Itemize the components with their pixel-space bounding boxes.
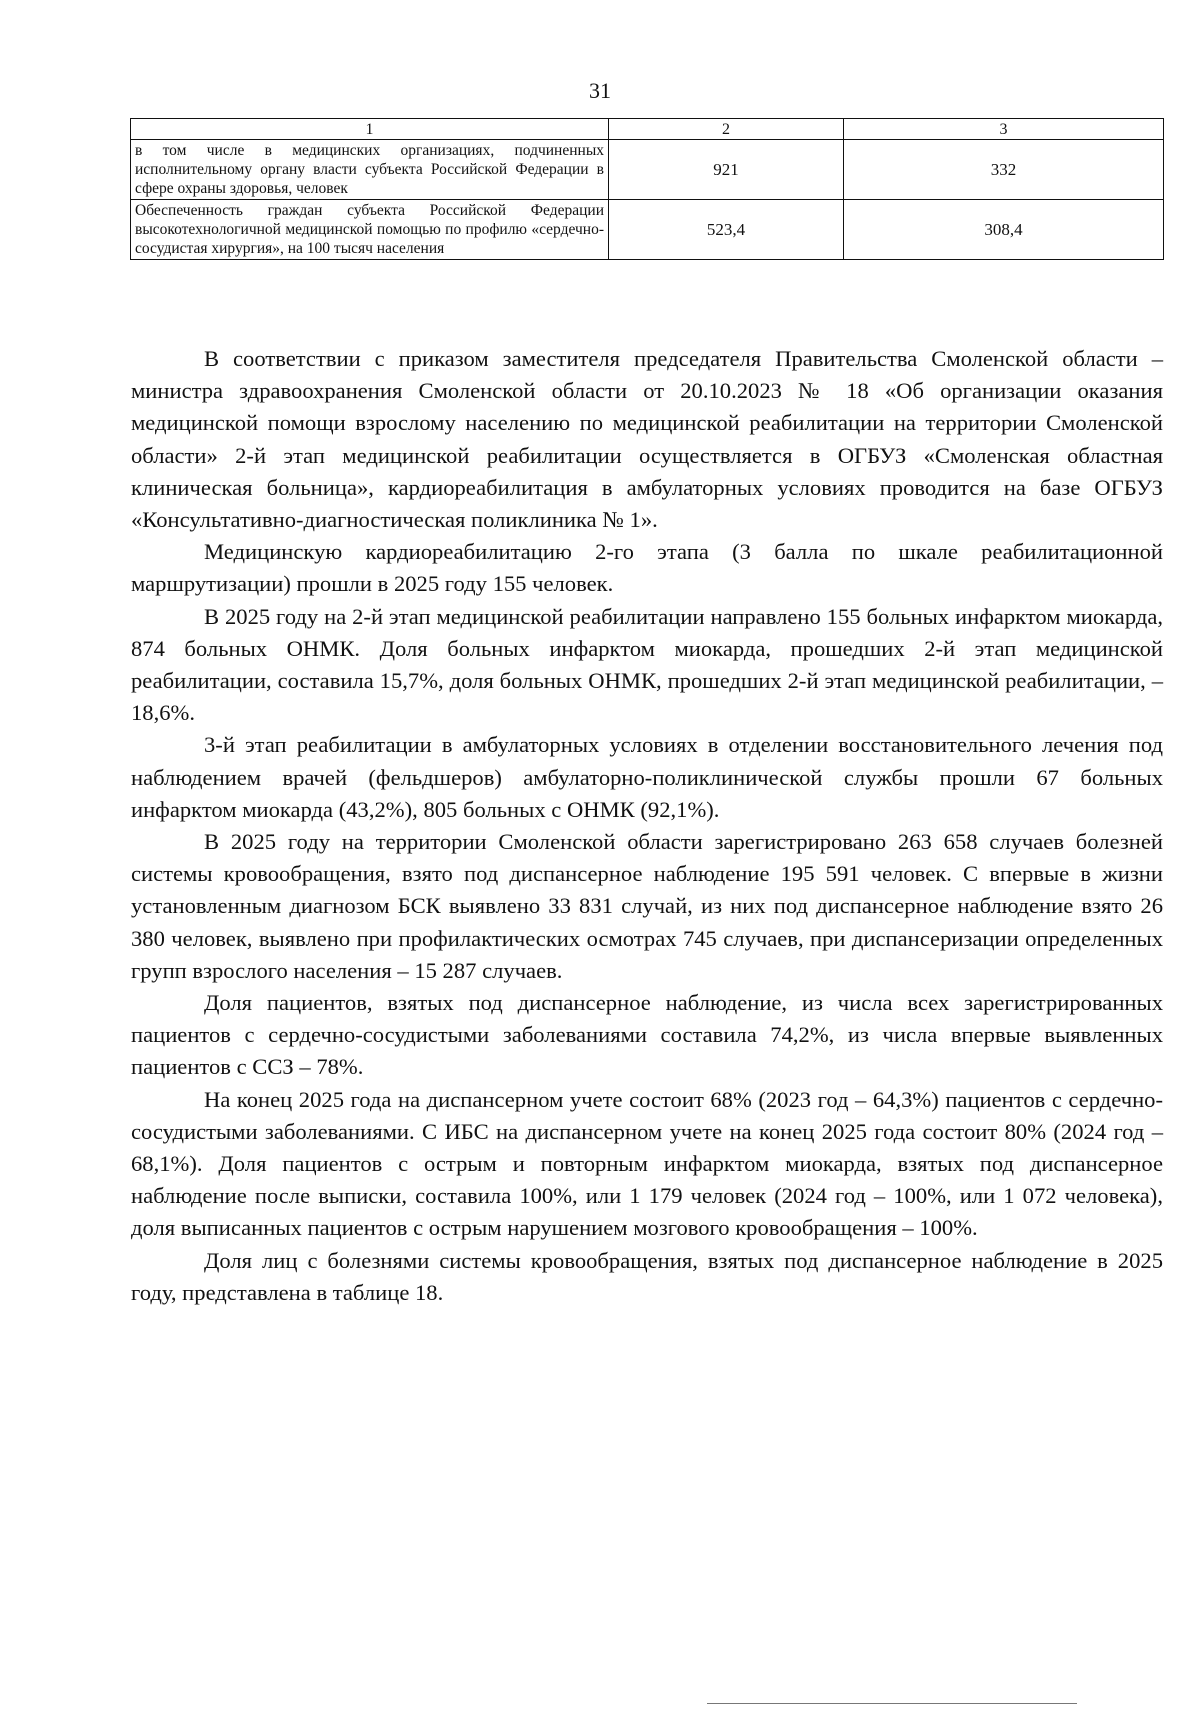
paragraph-stage-2-referrals: В 2025 году на 2-й этап медицинской реабилитации направлено 155 больных инфарктом миокарда, 874 больных ОНМК. Доля больных инфарктом миокарда, прошедших 2-й этап медицинской реабилитации, составила 15,7%, доля больных ОНМК, прошедших 2-й этап медицинской реабилитации, – 18,6%. <box>131 603 1163 726</box>
table-row-value-col-2: 523,4 <box>609 200 844 260</box>
table-header-col-3: 3 <box>844 119 1164 140</box>
table-row-value-col-3: 332 <box>844 140 1164 200</box>
paragraph-cardio-rehab-stage-2: Медицинскую кардиореабилитацию 2-го этапа (3 балла по шкале реабилитационной маршрутизации) прошли в 2025 году 155 человек. <box>131 539 1163 597</box>
table-header-row <box>131 119 1164 140</box>
paragraph-dispensary-share: Доля пациентов, взятых под диспансерное наблюдение, из числа всех зарегистрированных пациентов с сердечно-сосудистыми заболеваниями составила 74,2%, из числа впервые выявленных пациентов с ССЗ – 78%. <box>131 990 1163 1080</box>
table-row <box>131 140 1164 200</box>
paragraph-registered-cases: В 2025 году на территории Смоленской области зарегистрировано 263 658 случаев болезней системы кровообращения, взято под диспансерное наблюдение 195 591 человек. С впервые в жизни установленным диагнозом БСК выявлено 33 831 случай, из них под диспансерное наблюдение взято 26 380 человек, выявлено при профилактических осмотрах 745 случаев, при диспансеризации определенных групп взрослого населения – 15 287 случаев. <box>131 829 1163 983</box>
table-row-label: Обеспеченность граждан субъекта Российской Федерации высокотехнологичной медицинской помощью по профилю «сердечно-сосудистая хирургия», на 100 тысяч населения <box>131 200 609 260</box>
document-body <box>131 343 1163 1309</box>
paragraph-dispensary-year-end: На конец 2025 года на диспансерном учете состоит 68% (2023 год – 64,3%) пациентов с сердечно-сосудистыми заболеваниями. С ИБС на диспансерном учете на конец 2025 года состоит 80% (2024 год – 68,1%). Доля пациентов с острым и повторным инфарктом миокарда, взятых под диспансерное наблюдение после выписки, составила 100%, или 1 179 человек (2024 год – 100%, или 1 072 человека), доля выписанных пациентов с острым нарушением мозгового кровообращения – 100%. <box>131 1086 1163 1241</box>
indicator-table <box>130 118 1164 260</box>
table-row-value-col-3: 308,4 <box>844 200 1164 260</box>
paragraph-table-reference: Доля лиц с болезнями системы кровообращения, взятых под диспансерное наблюдение в 2025 году, представлена в таблице 18. <box>131 1247 1163 1305</box>
table-header-col-1: 1 <box>131 119 609 140</box>
paragraph-rehabilitation-order: В соответствии с приказом заместителя председателя Правительства Смоленской области – министра здравоохранения Смоленской области от 20.10.2023 № 18 «Об организации оказания медицинской помощи взрослому населению по медицинской реабилитации на территории Смоленской области» 2-й этап медицинской реабилитации осуществляется в ОГБУЗ «Смоленская областная клиническая больница», кардиореабилитация в амбулаторных условиях проводится на базе ОГБУЗ «Консультативно-диагностическая поликлиника № 1». <box>131 346 1163 533</box>
bottom-divider <box>707 1703 1077 1704</box>
table-row-value-col-2: 921 <box>609 140 844 200</box>
paragraph-stage-3-outpatient: 3-й этап реабилитации в амбулаторных условиях в отделении восстановительного лечения под наблюдением врачей (фельдшеров) амбулаторно-поликлинической службы прошли 67 больных инфарктом миокарда (43,2%), 805 больных с ОНМК (92,1%). <box>131 732 1163 822</box>
table-row <box>131 200 1164 260</box>
table-row-label: в том числе в медицинских организациях, подчиненных исполнительному органу власти субъекта Российской Федерации в сфере охраны здоровья, человек <box>131 140 609 200</box>
page-number: 31 <box>589 78 611 103</box>
table-header-col-2: 2 <box>609 119 844 140</box>
